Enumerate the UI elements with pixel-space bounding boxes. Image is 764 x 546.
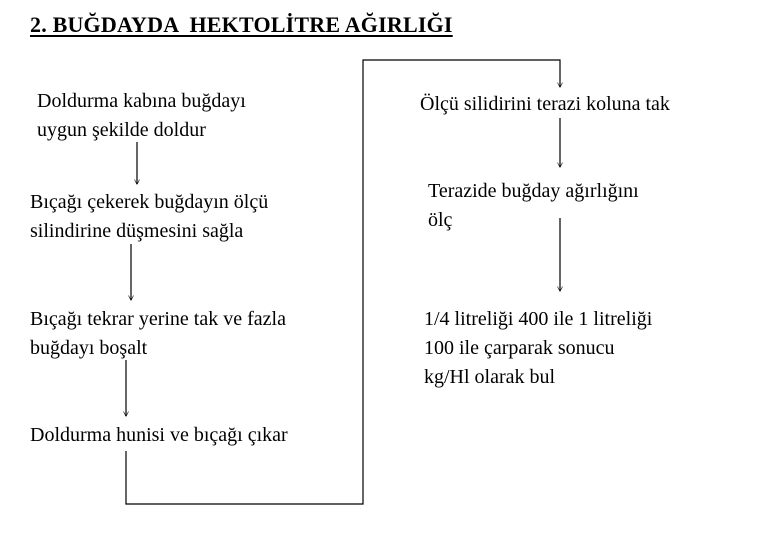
step-line: uygun şekilde doldur [37, 119, 206, 141]
diagram-title: 2. BUĞDAYDA HEKTOLİTRE AĞIRLIĞI [30, 12, 453, 37]
step-line: ölç [428, 209, 453, 231]
step-line: 1/4 litreliği 400 ile 1 litreliği [424, 308, 653, 330]
step-line: kg/Hl olarak bul [424, 366, 556, 388]
step-line: Bıçağı tekrar yerine tak ve fazla [30, 308, 286, 330]
step-line: Ölçü silidirini terazi koluna tak [420, 93, 670, 115]
step-line: 100 ile çarparak sonucu [424, 337, 615, 359]
step-line: silindirine düşmesini sağla [30, 220, 244, 242]
step-line: buğdayı boşalt [30, 337, 148, 359]
step-line: Bıçağı çekerek buğdayın ölçü [30, 191, 269, 213]
step-line: Terazide buğday ağırlığını [428, 180, 639, 202]
connector-left-to-right-column [126, 60, 560, 504]
step-line: Doldurma hunisi ve bıçağı çıkar [30, 424, 288, 446]
step-line: Doldurma kabına buğdayı [37, 90, 246, 112]
